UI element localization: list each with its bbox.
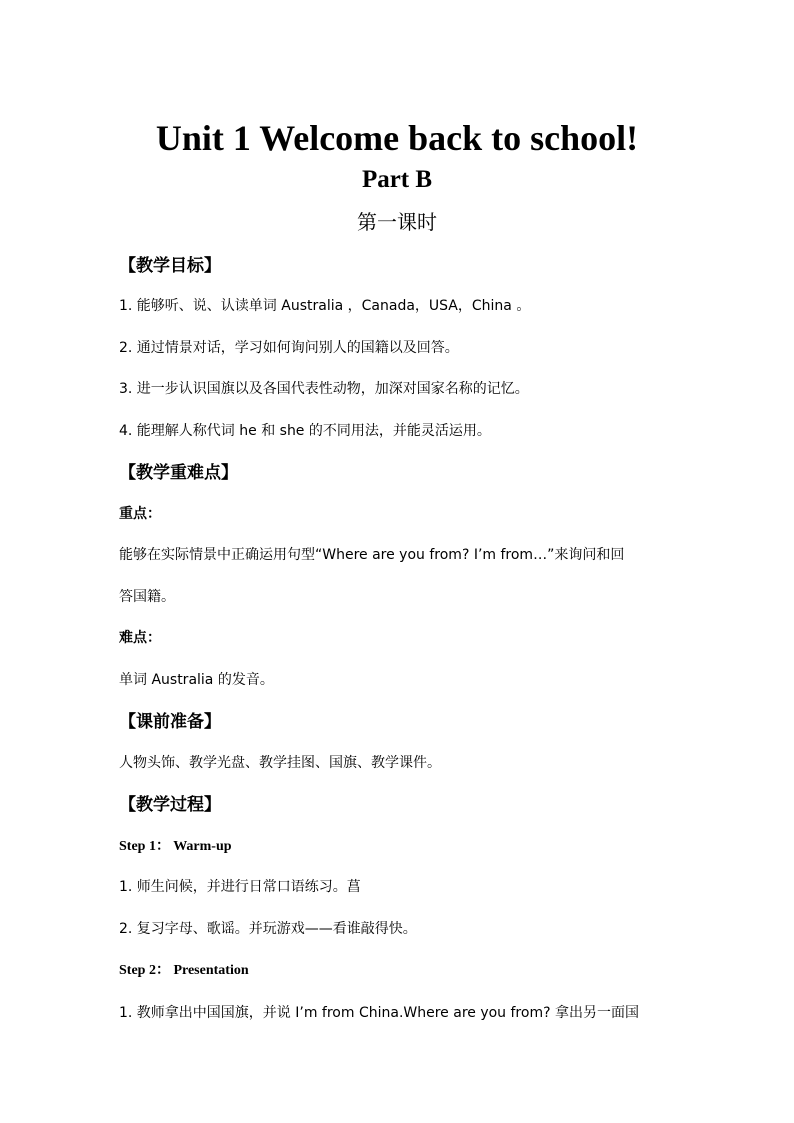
step1-label: Step 1： Warm-up <box>119 839 232 854</box>
document-subtitle: Part B <box>361 166 433 193</box>
step2-label: Step 2： Presentation <box>119 963 249 978</box>
objective-item: 1. 能够听、说、认读单词 Australia ，Canada，USA，China 。 <box>119 298 531 314</box>
preparation-text: 人物头饰、教学光盘、教学挂图、国旗、教学课件。 <box>119 755 441 771</box>
step1-item: 2. 复习字母、歌谣。并玩游戏——看谁敲得快。 <box>119 921 417 937</box>
objective-item: 4. 能理解人称代词 he 和 she 的不同用法，并能灵活运用。 <box>119 423 491 439</box>
difficulty-text: 单词 Australia 的发音。 <box>119 672 274 688</box>
process-heading: 【教学过程】 <box>119 795 221 815</box>
preparation-heading: 【课前准备】 <box>119 712 221 732</box>
focus-label: 重点： <box>119 506 161 522</box>
focus-text: 能够在实际情景中正确运用句型“Where are you from? I’m from…”来询问和回 <box>119 547 625 563</box>
document-title: Unit 1 Welcome back to school! <box>155 118 639 158</box>
key-points-heading: 【教学重难点】 <box>119 463 238 483</box>
objectives-heading: 【教学目标】 <box>119 256 221 276</box>
objective-item: 3. 进一步认识国旗以及各国代表性动物，加深对国家名称的记忆。 <box>119 381 529 397</box>
step2-item: 1. 教师拿出中国国旗，并说 I’m from China.Where are you from? 拿出另一面国 <box>119 1005 639 1021</box>
difficulty-label: 难点： <box>119 630 161 646</box>
objective-item: 2. 通过情景对话，学习如何询问别人的国籍以及回答。 <box>119 340 459 356</box>
lesson-label: 第一课时 <box>357 210 437 234</box>
focus-text-continued: 答国籍。 <box>119 589 175 605</box>
step1-item: 1. 师生问候，并进行日常口语练习。菖 <box>119 879 361 895</box>
